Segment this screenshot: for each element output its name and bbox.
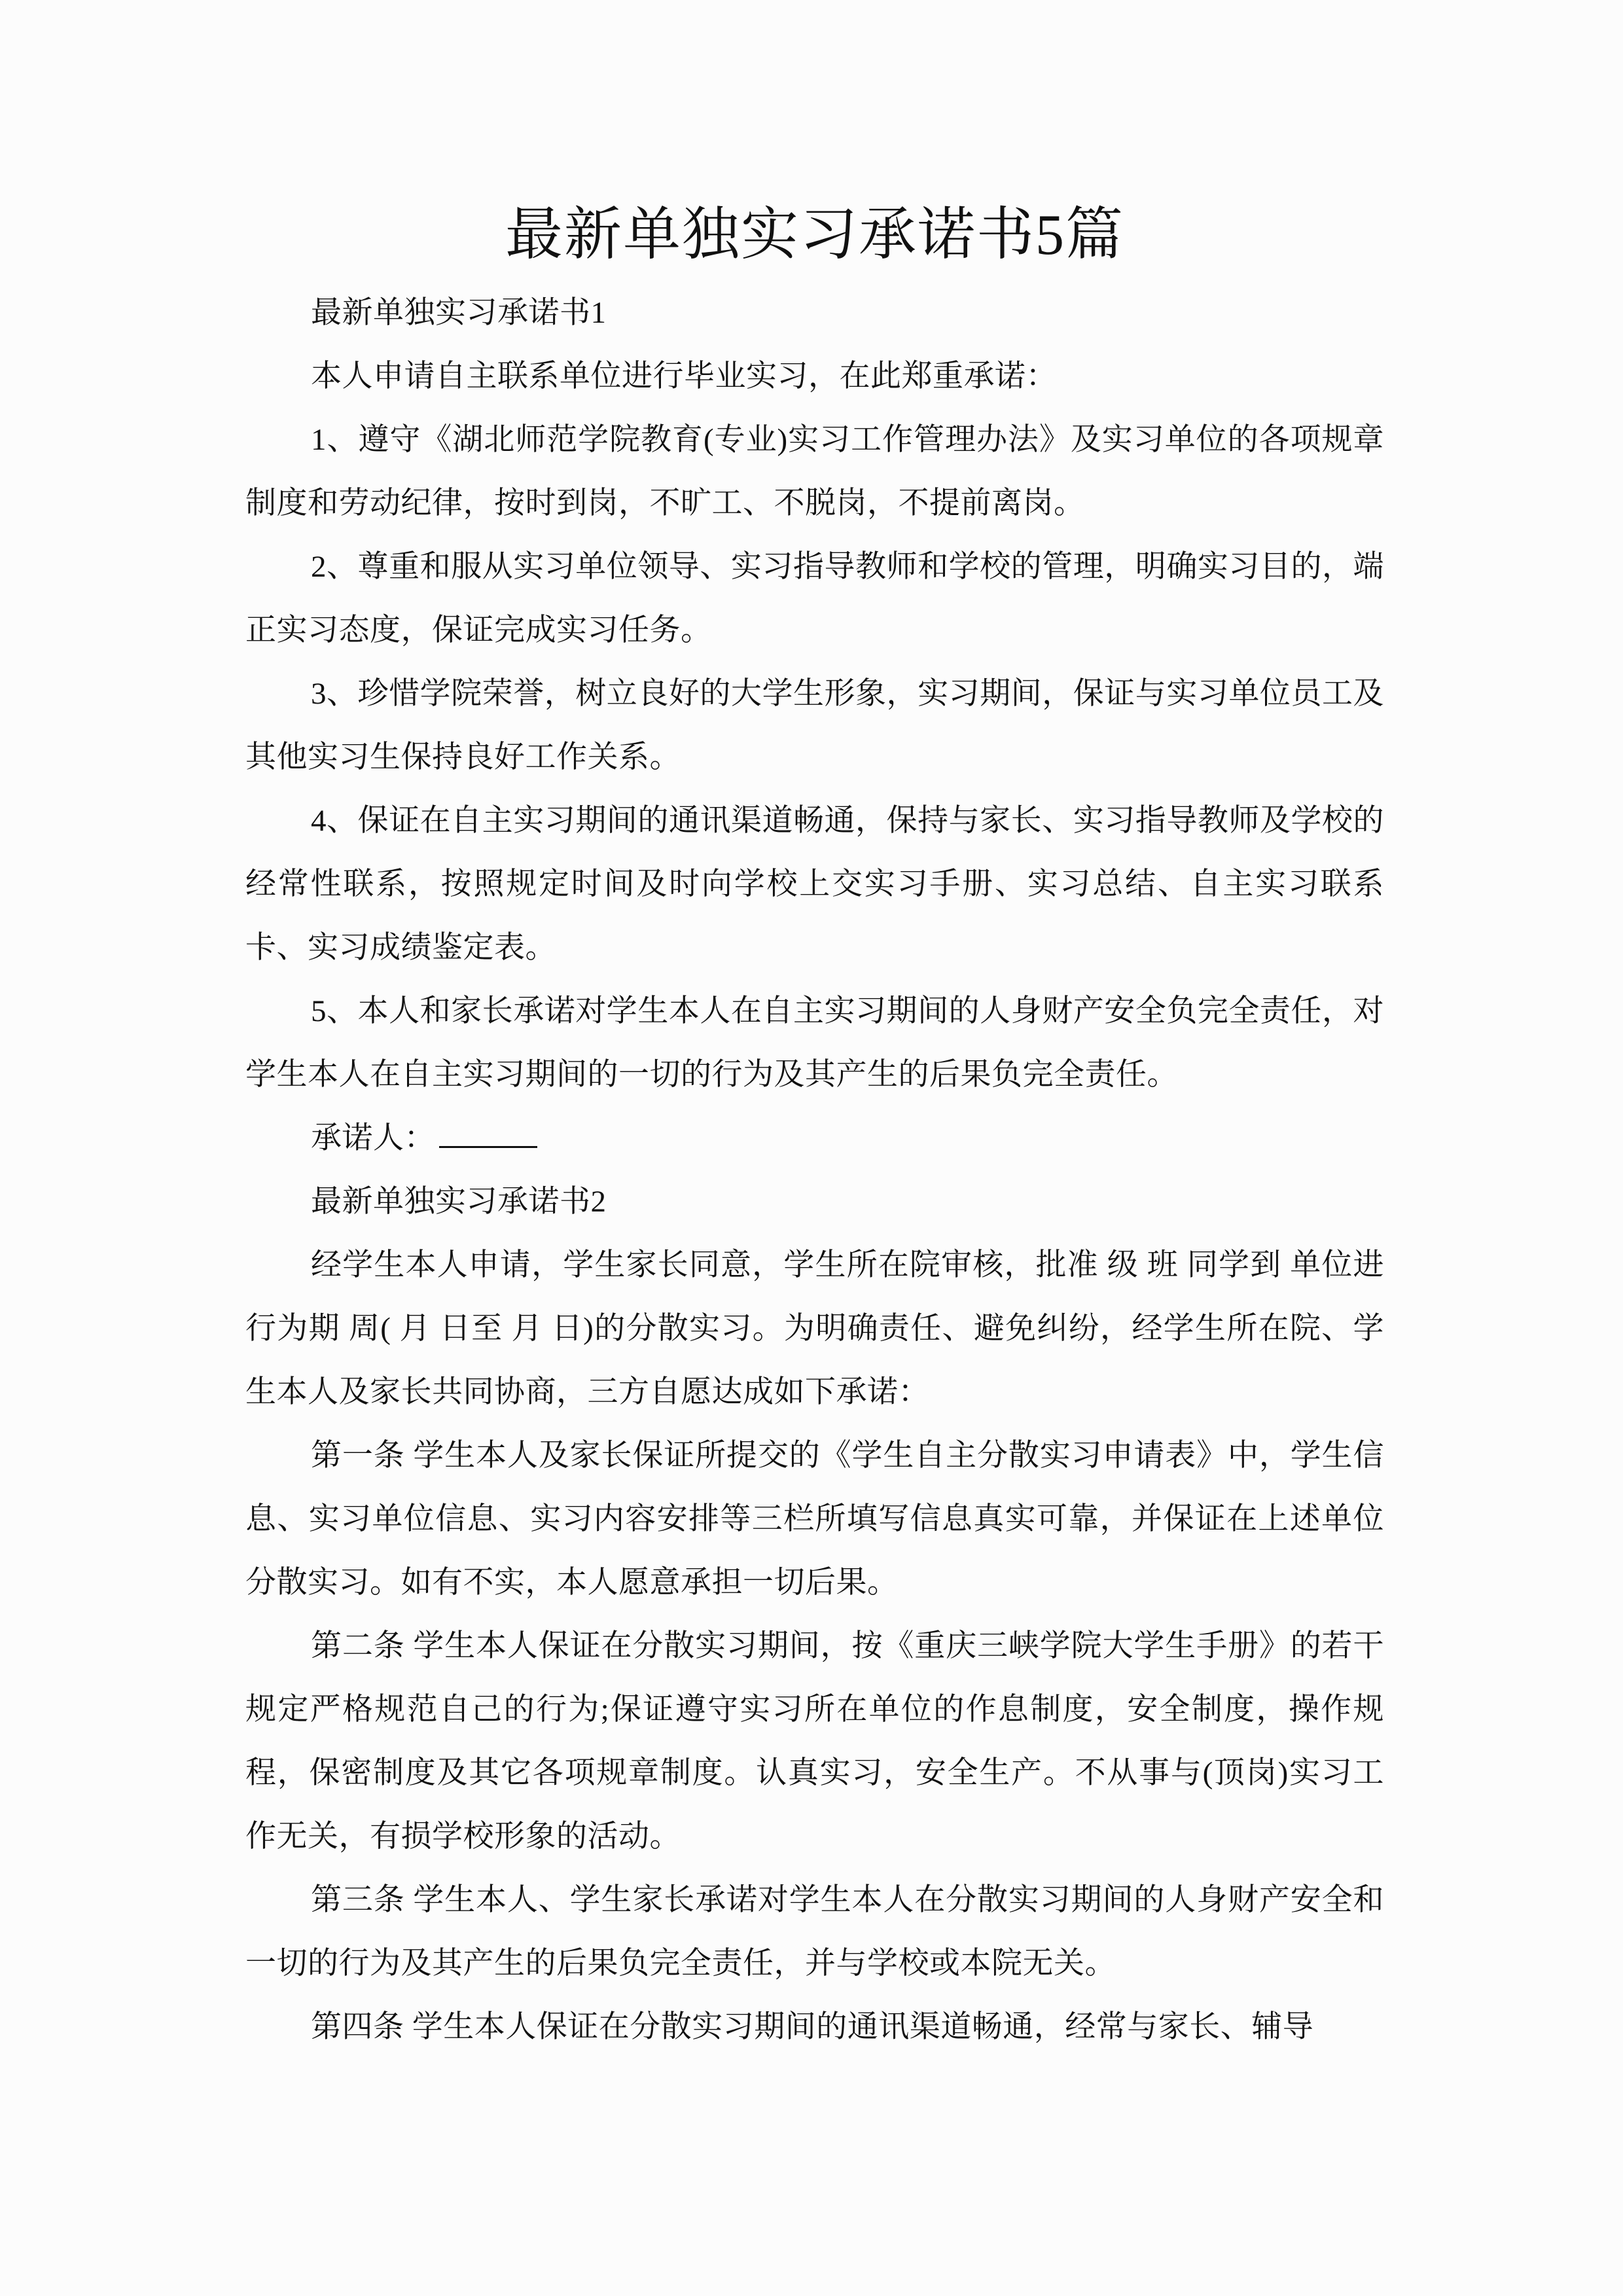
list-item: 2、尊重和服从实习单位领导、实习指导教师和学校的管理，明确实习目的，端正实习态度，保证完成实习任务。 [245,550,1384,647]
section-heading: 最新单独实习承诺书1 [311,296,607,330]
article-item: 第四条 学生本人保证在分散实习期间的通讯渠道畅通，经常与家长、辅导 [311,2010,1314,2044]
section-1 [245,281,1384,1170]
document-page [245,196,1384,2059]
document-title: 最新单独实习承诺书5篇 [505,204,1124,267]
section-heading: 最新单独实习承诺书2 [311,1185,607,1219]
article-item: 第三条 学生本人、学生家长承诺对学生本人在分散实习期间的人身财产安全和一切的行为及其产生的后果负完全责任，并与学校或本院无关。 [245,1883,1384,1981]
list-item: 4、保证在自主实习期间的通讯渠道畅通，保持与家长、实习指导教师及学校的经常性联系，按照规定时间及时向学校上交实习手册、实习总结、自主实习联系卡、实习成绩鉴定表。 [245,804,1384,965]
article-item: 第二条 学生本人保证在分散实习期间，按《重庆三峡学院大学生手册》的若干规定严格规范自己的行为;保证遵守实习所在单位的作息制度，安全制度，操作规程，保密制度及其它各项规章制度。认真实习，安全生产。不从事与(顶岗)实习工作无关，有损学校形象的活动。 [245,1629,1384,1854]
article-item: 第一条 学生本人及家长保证所提交的《学生自主分散实习申请表》中，学生信息、实习单位信息、实习内容安排等三栏所填写信息真实可靠，并保证在上述单位分散实习。如有不实，本人愿意承担一切后果。 [245,1439,1384,1600]
section-2 [245,1170,1384,2059]
list-item: 3、珍惜学院荣誉，树立良好的大学生形象，实习期间，保证与实习单位员工及其他实习生保持良好工作关系。 [245,677,1384,774]
list-item: 5、本人和家长承诺对学生本人在自主实习期间的人身财产安全负完全责任，对学生本人在自主实习期间的一切的行为及其产生的后果负完全责任。 [245,994,1384,1092]
signature-label: 承诺人： [311,1121,435,1155]
list-item: 1、遵守《湖北师范学院教育(专业)实习工作管理办法》及实习单位的各项规章制度和劳动纪律，按时到岗，不旷工、不脱岗，不提前离岗。 [245,423,1384,520]
section-intro: 本人申请自主联系单位进行毕业实习，在此郑重承诺： [311,359,1057,393]
signature-row [245,1107,1384,1170]
signature-blank [439,1120,537,1148]
section-intro: 经学生本人申请，学生家长同意，学生所在院审核，批准 级 班 同学到 单位进行为期 周( 月 日至 月 日)的分散实习。为明确责任、避免纠纷，经学生所在院、学生本人及家长共同协商，三方自愿达成如下承诺： [245,1248,1384,1409]
